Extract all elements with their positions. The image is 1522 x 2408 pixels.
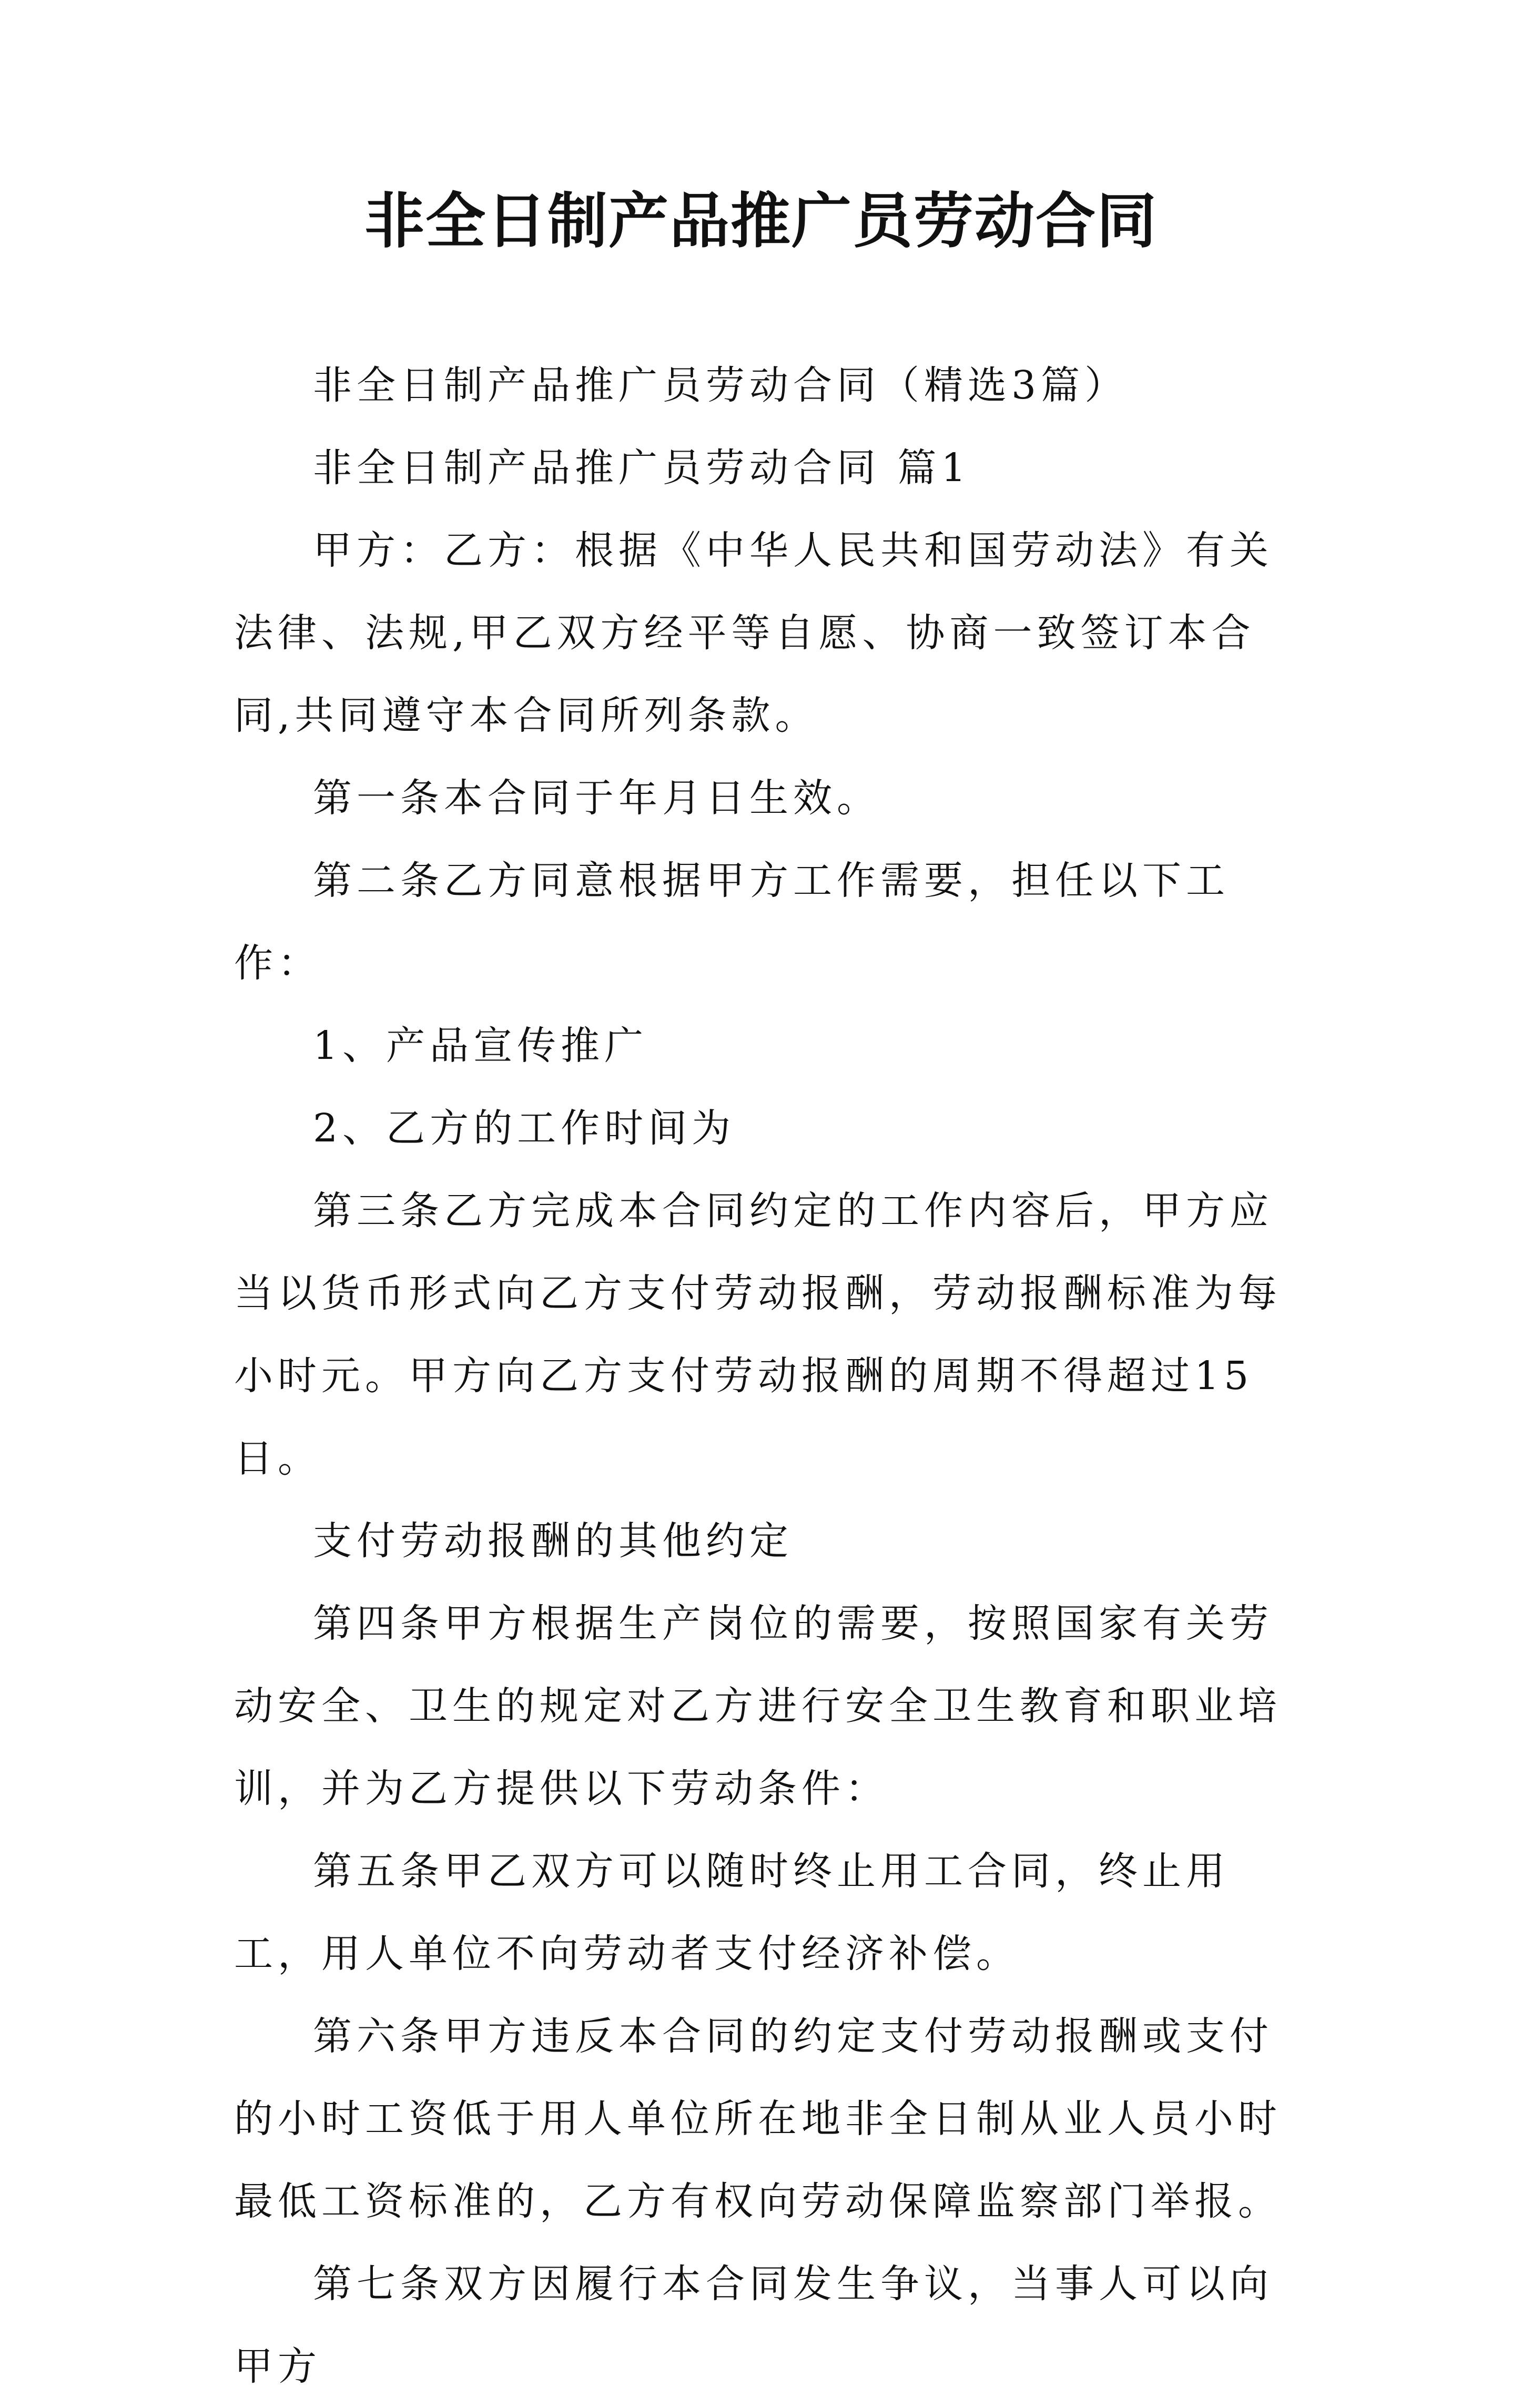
paragraph-parties: 甲方：乙方：根据《中华人民共和国劳动法》有关法律、法规,甲乙双方经平等自愿、协商一致签订本合同,共同遵守本合同所列条款。 [234,528,1273,738]
paragraph-part-heading: 非全日制产品推广员劳动合同 篇1 [313,445,971,491]
paragraph-item-2: 2、乙方的工作时间为 [313,1106,736,1151]
paragraph-item-1: 1、产品宣传推广 [313,1023,648,1068]
document-title: 非全日制产品推广员劳动合同 [364,186,1158,256]
paragraph-article-7: 第七条双方因履行本合同发生争议，当事人可以向甲方 [234,2261,1273,2389]
document-body [234,344,1296,2408]
paragraph-article-1: 第一条本合同于年月日生效。 [313,776,880,821]
paragraph-article-6: 第六条甲方违反本合同的约定支付劳动报酬或支付的小时工资低于用人单位所在地非全日制从业人员小时最低工资标准的，乙方有权向劳动保障监察部门举报。 [234,2014,1282,2224]
paragraph-other-agreement: 支付劳动报酬的其他约定 [313,1518,793,1564]
paragraph-article-2: 第二条乙方同意根据甲方工作需要，担任以下工作： [234,858,1230,986]
paragraph-article-5: 第五条甲乙双方可以随时终止用工合同，终止用工，用人单位不向劳动者支付经济补偿。 [234,1849,1230,1976]
paragraph-subtitle: 非全日制产品推广员劳动合同（精选3篇） [313,363,1129,408]
paragraph-article-3: 第三条乙方完成本合同约定的工作内容后，甲方应当以货币形式向乙方支付劳动报酬，劳动报酬标准为每小时元。甲方向乙方支付劳动报酬的周期不得超过15日。 [234,1188,1282,1481]
paragraph-article-4: 第四条甲方根据生产岗位的需要，按照国家有关劳动安全、卫生的规定对乙方进行安全卫生教育和职业培训，并为乙方提供以下劳动条件： [234,1601,1282,1811]
